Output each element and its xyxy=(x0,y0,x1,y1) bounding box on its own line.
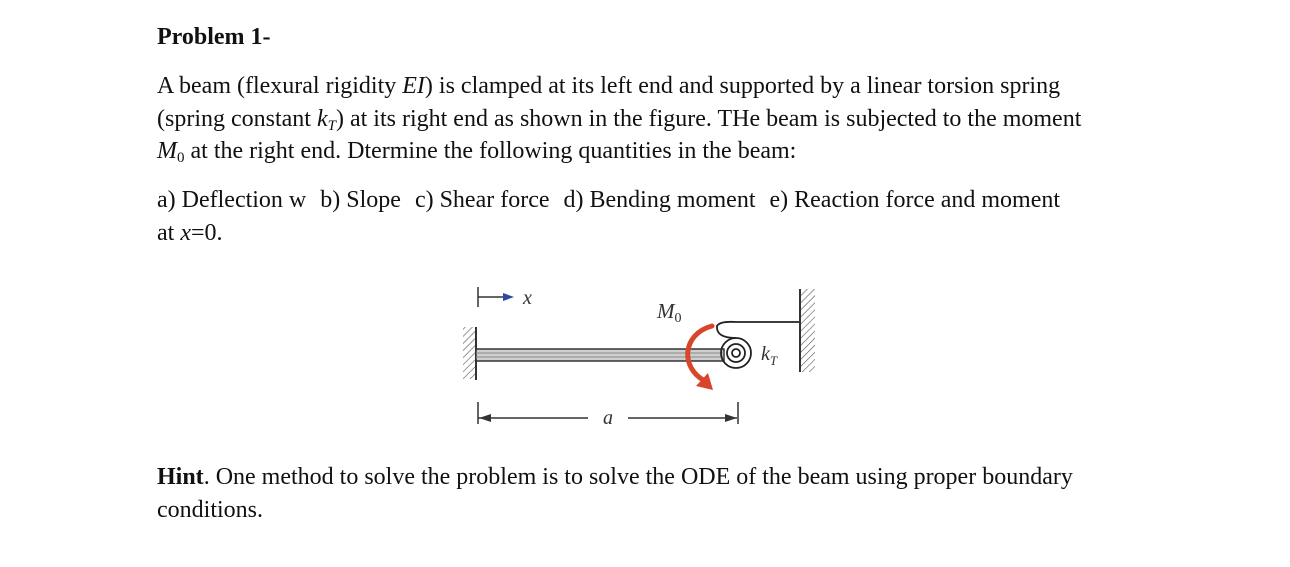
spring-constant-symbol: k xyxy=(316,105,328,132)
statement-line-2: (spring constant $k_T$) at its right end as shown in the figure. THe beam is subjected to the moment xyxy=(157,105,1082,134)
item-deflection: a) Deflection w xyxy=(157,187,307,213)
x-axis-indicator xyxy=(478,287,532,309)
item-reaction: e) Reaction force and moment xyxy=(769,187,1061,213)
x-arrow-icon xyxy=(503,293,514,301)
torsion-spring xyxy=(717,322,799,368)
length-label: a xyxy=(603,407,613,429)
length-dimension xyxy=(478,402,738,429)
moment-symbol: M xyxy=(157,138,177,164)
problem-title: Problem 1- xyxy=(157,24,271,50)
hint-line-1: Hint. One method to solve the problem is to solve the ODE of the beam using proper boundary xyxy=(157,464,1073,490)
right-wall-hatch xyxy=(801,289,815,372)
hint-line-2: conditions. xyxy=(157,496,263,523)
statement-line-1: A beam (flexural rigidity EI) is clamped at its left end and supported by a linear torsion spring xyxy=(157,73,1061,99)
left-wall-hatch xyxy=(463,327,476,379)
moment-label: M0 xyxy=(657,299,682,326)
item-slope: b) Slope xyxy=(320,187,401,213)
spring-inner-coil xyxy=(727,344,745,362)
right-wall-support xyxy=(800,289,815,372)
x-axis-label: x xyxy=(523,287,532,309)
flexural-rigidity-symbol: EI xyxy=(402,73,425,99)
spring-outer-coil xyxy=(721,338,751,368)
spring-constant-label: $k_T$ xyxy=(761,343,778,368)
hint-label: Hint xyxy=(157,464,204,490)
hint-paragraph xyxy=(157,461,1147,526)
item-bending-moment: d) Bending moment xyxy=(563,187,756,213)
spring-center-coil xyxy=(732,349,740,357)
spring-arm xyxy=(717,322,799,338)
item-shear-force: c) Shear force xyxy=(414,187,550,213)
question-location-line: at x=0. xyxy=(157,219,223,246)
left-clamped-support xyxy=(463,327,476,380)
statement-line-3: $M_0$ at the right end. Dtermine the following quantities in the beam: xyxy=(157,138,797,166)
